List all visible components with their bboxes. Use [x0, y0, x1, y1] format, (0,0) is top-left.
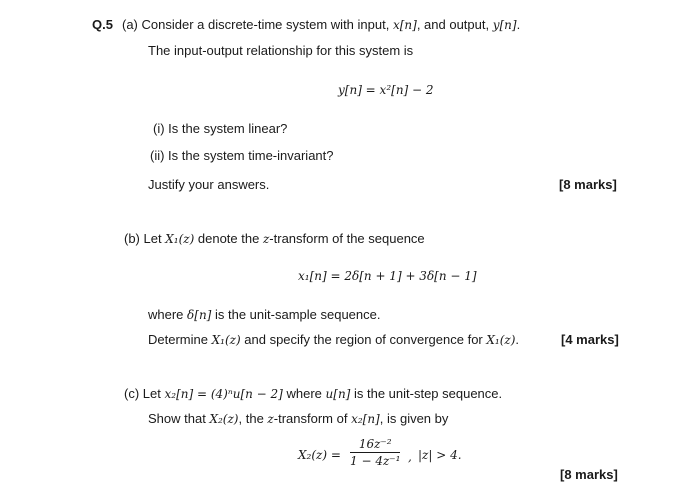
part-c-show: Show that X₂(z), the z-transform of x₂[n], is given by — [148, 411, 449, 426]
fraction-numerator: 16z⁻² — [350, 437, 400, 453]
part-a-question-i: (i) Is the system linear? — [153, 121, 288, 136]
part-c-equation-lhs: X₂(z) = — [298, 448, 341, 462]
part-a-intro: (a) Consider a discrete-time system with input, x[n], and output, y[n]. — [122, 17, 521, 32]
part-c-intro: (c) Let x₂[n] = (4)ⁿu[n − 2] where u[n] is the unit-step sequence. — [124, 386, 503, 401]
part-c-fraction — [350, 437, 400, 468]
part-a-equation: y[n] = x²[n] − 2 — [338, 83, 434, 97]
input-symbol: x[n] — [392, 18, 417, 32]
part-b-intro: (b) Let X₁(z) denote the z-transform of the sequence — [124, 231, 425, 246]
part-c-label: (c) — [124, 386, 140, 401]
fraction-denominator: 1 − 4z⁻¹ — [350, 454, 401, 468]
part-c-marks: [8 marks] — [560, 467, 618, 482]
part-b-equation: x₁[n] = 2δ[n + 1] + 3δ[n − 1] — [298, 269, 477, 283]
part-a-label: (a) — [122, 17, 138, 32]
part-c-equation-sep: , — [408, 450, 412, 464]
part-b-where: where δ[n] is the unit-sample sequence. — [148, 307, 381, 322]
part-c-roc: |z| > 4. — [418, 448, 462, 462]
part-a-question-ii: (ii) Is the system time-invariant? — [150, 148, 334, 163]
part-a-line2: The input-output relationship for this system is — [148, 43, 414, 58]
part-a-justify: Justify your answers. — [148, 177, 270, 192]
part-a-marks: [8 marks] — [559, 177, 617, 192]
question-number: Q.5 — [92, 17, 113, 32]
part-b-label: (b) — [124, 231, 140, 246]
part-b-marks: [4 marks] — [561, 332, 619, 347]
output-symbol: y[n] — [492, 18, 517, 32]
part-b-determine: Determine X₁(z) and specify the region of convergence for X₁(z). — [148, 332, 520, 347]
